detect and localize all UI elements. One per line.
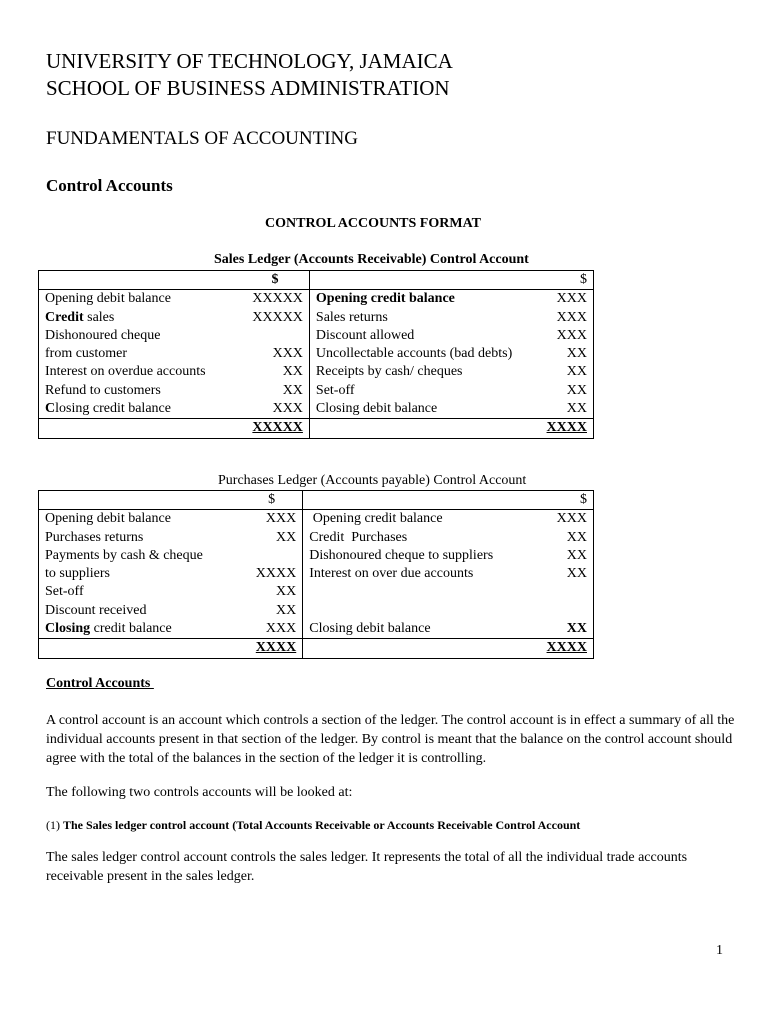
debit-item <box>39 565 242 583</box>
cell-text: from customer <box>45 346 128 362</box>
total-spacer <box>303 639 532 658</box>
credit-amount: XX <box>566 401 587 417</box>
credit-amount: XX <box>566 364 587 380</box>
total-spacer <box>39 419 242 438</box>
table-row <box>39 529 594 547</box>
debit-currency: $ <box>241 271 309 290</box>
debit-amount: XXX <box>241 620 303 639</box>
table-row <box>39 327 594 345</box>
header-row <box>39 491 594 510</box>
credit-item <box>309 327 536 345</box>
section-heading: Control Accounts <box>46 676 154 691</box>
header-row <box>39 271 594 290</box>
credit-currency: $ <box>536 271 593 290</box>
cell-text: Interest on over due accounts <box>309 566 474 582</box>
purchases-ledger-title: Purchases Ledger (Accounts payable) Control Account <box>218 473 527 488</box>
credit-amount: XX <box>566 382 587 398</box>
topic-title: Control Accounts <box>46 176 173 195</box>
format-title: CONTROL ACCOUNTS FORMAT <box>265 216 481 231</box>
table-row <box>39 345 594 363</box>
debit-item <box>39 327 242 345</box>
cell-text: Dishonoured cheque to suppliers <box>309 547 494 563</box>
credit-label-header <box>303 491 532 510</box>
paragraph-definition: A control account is an account which controls a section of the ledger. The control account is in effect a summary of all the individual accounts present in that section of the ledger. By control is meant that the balance on the control account should agree with the total of the balances in the section of the ledger it is controlling. <box>46 713 735 766</box>
debit-item <box>39 620 242 639</box>
total-row <box>39 639 594 658</box>
table-row <box>39 620 594 639</box>
credit-amount: XX <box>566 621 587 637</box>
cell-text: Closing debit balance <box>309 621 431 637</box>
debit-total: XXXXX <box>241 419 309 438</box>
cell-text: Uncollectable accounts (bad debts) <box>315 346 513 362</box>
paragraph-sales-ledger: The sales ledger control account controls the sales ledger. It represents the total of all the individual trade accounts receivable present in the sales ledger. <box>46 850 688 884</box>
debit-item <box>39 290 242 309</box>
cell-text: Closing <box>45 621 91 637</box>
cell-text: Set-off <box>45 584 84 600</box>
page-number: 1 <box>716 943 723 958</box>
cell-text: Opening debit balance <box>45 511 171 527</box>
debit-label-header <box>39 491 242 510</box>
credit-item <box>309 400 536 419</box>
table-row <box>39 510 594 529</box>
cell-text: Credit Purchases <box>309 529 408 545</box>
credit-item <box>303 620 532 639</box>
credit-item <box>309 309 536 327</box>
credit-amount: XXX <box>556 511 587 527</box>
credit-item <box>303 565 532 583</box>
debit-item <box>39 400 242 419</box>
credit-item <box>303 602 532 620</box>
credit-item <box>309 382 536 400</box>
university-name: UNIVERSITY OF TECHNOLOGY, JAMAICA <box>46 49 453 73</box>
debit-amount: XX <box>241 382 309 400</box>
cell-text: losing credit balance <box>55 401 171 417</box>
table-row <box>39 602 594 620</box>
table-row <box>39 309 594 327</box>
credit-amount: XXX <box>556 309 587 325</box>
cell-text: Credit <box>45 309 84 325</box>
debit-amount: XXXXX <box>241 290 309 309</box>
credit-amount: XX <box>566 547 587 563</box>
debit-amount: XXX <box>241 400 309 419</box>
cell-text: C <box>45 401 56 417</box>
cell-text: Opening debit balance <box>45 291 171 307</box>
cell-text: Sales returns <box>315 309 388 325</box>
cell-text: Opening credit balance <box>309 511 443 527</box>
debit-amount: XX <box>241 363 309 381</box>
cell-text: Interest on overdue accounts <box>45 364 206 380</box>
credit-item <box>309 290 536 309</box>
sales-ledger-table <box>38 270 594 439</box>
debit-amount: XXXXX <box>241 309 309 327</box>
debit-item <box>39 363 242 381</box>
credit-amount: XXX <box>556 291 587 307</box>
cell-text: Set-off <box>315 382 355 398</box>
table-row <box>39 547 594 565</box>
credit-amount: XX <box>566 566 587 582</box>
debit-amount <box>241 327 309 345</box>
table-row <box>39 565 594 583</box>
debit-currency: $ <box>241 491 303 510</box>
course-title: FUNDAMENTALS OF ACCOUNTING <box>46 128 358 149</box>
cell-text: Opening credit balance <box>315 291 455 307</box>
cell-text: Receipts by cash/ cheques <box>315 364 463 380</box>
debit-amount: XX <box>241 529 303 547</box>
list-item-number: (1) <box>46 818 63 832</box>
cell-text: Dishonoured cheque <box>45 327 161 343</box>
table-row <box>39 382 594 400</box>
debit-item <box>39 583 242 601</box>
total-spacer <box>39 639 242 658</box>
debit-item <box>39 345 242 363</box>
debit-amount: XXX <box>241 510 303 529</box>
purchases-ledger-table <box>38 490 594 659</box>
sales-ledger-title: Sales Ledger (Accounts Receivable) Control Account <box>214 252 529 267</box>
list-item-text: The Sales ledger control account (Total Accounts Receivable or Accounts Receivable Control Account <box>63 818 581 832</box>
credit-currency: $ <box>532 491 594 510</box>
cell-text: Discount received <box>45 602 147 618</box>
credit-item <box>303 583 532 601</box>
total-spacer <box>309 419 536 438</box>
debit-total: XXXX <box>241 639 303 658</box>
debit-item <box>39 529 242 547</box>
credit-amount: XXX <box>556 327 587 343</box>
paragraph-intro: The following two controls accounts will be looked at: <box>46 785 353 800</box>
credit-label-header <box>309 271 536 290</box>
cell-text: Payments by cash & cheque <box>45 547 203 563</box>
credit-amount <box>532 583 594 601</box>
credit-item <box>309 345 536 363</box>
debit-amount: XX <box>241 583 303 601</box>
school-name: SCHOOL OF BUSINESS ADMINISTRATION <box>46 76 450 100</box>
list-item-1 <box>46 818 580 833</box>
credit-amount <box>532 602 594 620</box>
cell-text: Purchases returns <box>45 529 144 545</box>
debit-item <box>39 382 242 400</box>
total-row <box>39 419 594 438</box>
debit-amount: XX <box>241 602 303 620</box>
table-row <box>39 583 594 601</box>
cell-text: sales <box>83 309 115 325</box>
credit-amount: XX <box>566 346 587 362</box>
debit-amount: XXXX <box>241 565 303 583</box>
credit-item <box>309 363 536 381</box>
debit-item <box>39 309 242 327</box>
debit-amount: XXX <box>241 345 309 363</box>
cell-text: Closing debit balance <box>315 401 438 417</box>
credit-item <box>303 510 532 529</box>
cell-text: to suppliers <box>45 566 110 582</box>
table-row <box>39 290 594 309</box>
credit-total: XXXX <box>536 419 593 438</box>
credit-item <box>303 529 532 547</box>
debit-label-header <box>39 271 242 290</box>
debit-item <box>39 547 242 565</box>
debit-item <box>39 602 242 620</box>
cell-text: credit balance <box>90 621 172 637</box>
credit-total: XXXX <box>532 639 594 658</box>
credit-item <box>303 547 532 565</box>
table-row <box>39 400 594 419</box>
debit-amount <box>241 547 303 565</box>
cell-text: Refund to customers <box>45 382 161 398</box>
debit-item <box>39 510 242 529</box>
credit-amount: XX <box>566 529 587 545</box>
cell-text: Discount allowed <box>315 327 415 343</box>
table-row <box>39 363 594 381</box>
